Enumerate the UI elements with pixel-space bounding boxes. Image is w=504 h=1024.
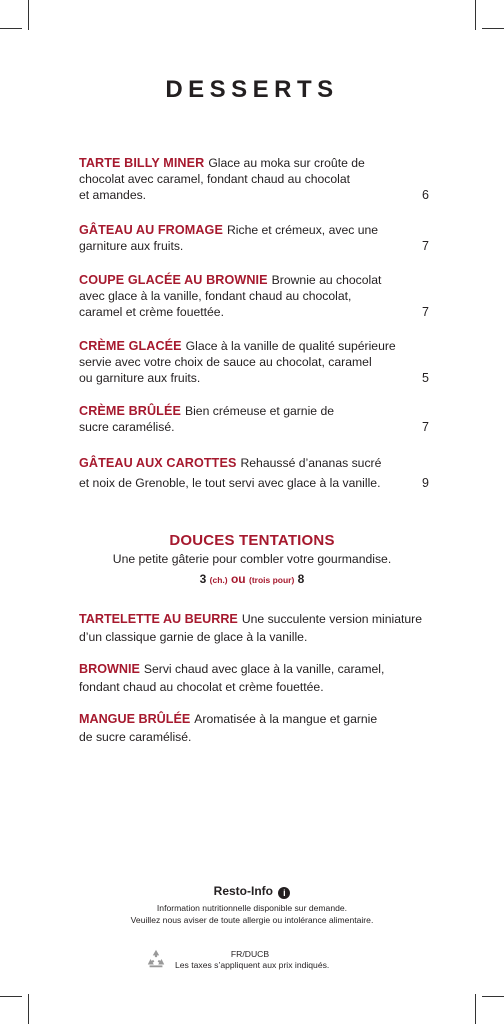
three-label: (trois pour) <box>248 575 295 585</box>
item-desc: Bien crémeuse et garnie de <box>184 404 335 418</box>
crop-mark <box>28 0 29 30</box>
info-circle-icon: i <box>278 887 290 899</box>
item-desc: Riche et crémeux, avec une <box>226 223 379 237</box>
page-title: DESSERTS <box>165 76 339 103</box>
menu-item <box>79 453 429 493</box>
item-desc: Glace au moka sur croûte de <box>208 156 365 170</box>
item-desc: et noix de Grenoble, le tout servi avec glace à la vanille. <box>79 476 381 490</box>
crop-mark <box>475 994 476 1024</box>
item-body <box>79 222 401 254</box>
section-price <box>0 572 504 586</box>
recycle-icon <box>145 948 167 970</box>
allergy-note: Veuillez nous aviser de toute allergie ou intolérance alimentaire. <box>130 915 374 925</box>
price-each: 3 <box>199 572 207 586</box>
item-desc: Glace à la vanille de qualité supérieure <box>185 339 396 353</box>
item-desc: servie avec votre choix de sauce au chocolat, caramel <box>79 355 372 369</box>
price-three: 8 <box>297 572 305 586</box>
mini-desc: Une succulente version miniature <box>241 612 423 626</box>
mini-desc: Aromatisée à la mangue et garnie <box>194 712 378 726</box>
mini-item <box>79 660 429 696</box>
item-desc: ou garniture aux fruits. <box>79 371 201 385</box>
nutrition-note: Information nutritionnelle disponible sur demande. <box>156 903 348 913</box>
mini-desc: fondant chaud au chocolat et crème fouettée. <box>79 680 324 694</box>
mini-item <box>79 610 429 646</box>
mini-desc: de sucre caramélisé. <box>79 730 192 744</box>
item-desc: avec glace à la vanille, fondant chaud au chocolat, <box>79 289 352 303</box>
item-desc: caramel et crème fouettée. <box>79 305 224 319</box>
mini-desc: Servi chaud avec glace à la vanille, caramel, <box>143 662 385 676</box>
menu-item <box>79 338 429 386</box>
item-name: CRÈME GLACÉE <box>79 339 182 353</box>
crop-mark <box>0 28 22 29</box>
item-body <box>79 403 401 435</box>
item-price: 7 <box>422 239 429 253</box>
item-price: 6 <box>422 188 429 202</box>
item-body <box>79 155 401 203</box>
section-subtitle: Une petite gâterie pour combler votre gourmandise. <box>112 552 392 566</box>
menu-item <box>79 155 429 203</box>
or-label: ou <box>230 572 246 586</box>
menu-item <box>79 272 429 320</box>
item-desc: chocolat avec caramel, fondant chaud au chocolat <box>79 172 351 186</box>
crop-mark <box>475 0 476 30</box>
item-desc: sucre caramélisé. <box>79 420 175 434</box>
mini-name: MANGUE BRÛLÉE <box>79 712 191 726</box>
section-title: DOUCES TENTATIONS <box>169 532 335 549</box>
item-price: 7 <box>422 305 429 319</box>
item-name: CRÈME BRÛLÉE <box>79 404 181 418</box>
crop-mark <box>28 994 29 1024</box>
item-desc: Rehaussé d’ananas sucré <box>240 456 382 470</box>
item-name: GÂTEAU AU FROMAGE <box>79 223 223 237</box>
menu-item <box>79 222 429 254</box>
crop-mark <box>0 996 22 997</box>
item-body <box>79 453 419 493</box>
item-name: GÂTEAU AUX CAROTTES <box>79 456 237 470</box>
item-body <box>79 338 401 386</box>
mini-name: BROWNIE <box>79 662 140 676</box>
item-price: 7 <box>422 420 429 434</box>
menu-item <box>79 403 429 435</box>
each-label: (ch.) <box>209 575 228 585</box>
mini-name: TARTELETTE AU BEURRE <box>79 612 238 626</box>
resto-info-label: Resto-Info <box>213 884 273 898</box>
taxes-note: Les taxes s’appliquent aux prix indiqués. <box>175 960 330 970</box>
item-desc: Brownie au chocolat <box>271 273 382 287</box>
item-price: 9 <box>422 476 429 490</box>
item-name: TARTE BILLY MINER <box>79 156 205 170</box>
crop-mark <box>482 996 504 997</box>
item-name: COUPE GLACÉE AU BROWNIE <box>79 273 268 287</box>
resto-info <box>0 884 504 899</box>
crop-mark <box>482 28 504 29</box>
item-body <box>79 272 401 320</box>
item-desc: garniture aux fruits. <box>79 239 184 253</box>
mini-item <box>79 710 429 746</box>
item-price: 5 <box>422 371 429 385</box>
mini-desc: d’un classique garnie de glace à la vanille. <box>79 630 308 644</box>
document-code: FR/DUCB <box>230 949 270 959</box>
item-desc: et amandes. <box>79 188 147 202</box>
